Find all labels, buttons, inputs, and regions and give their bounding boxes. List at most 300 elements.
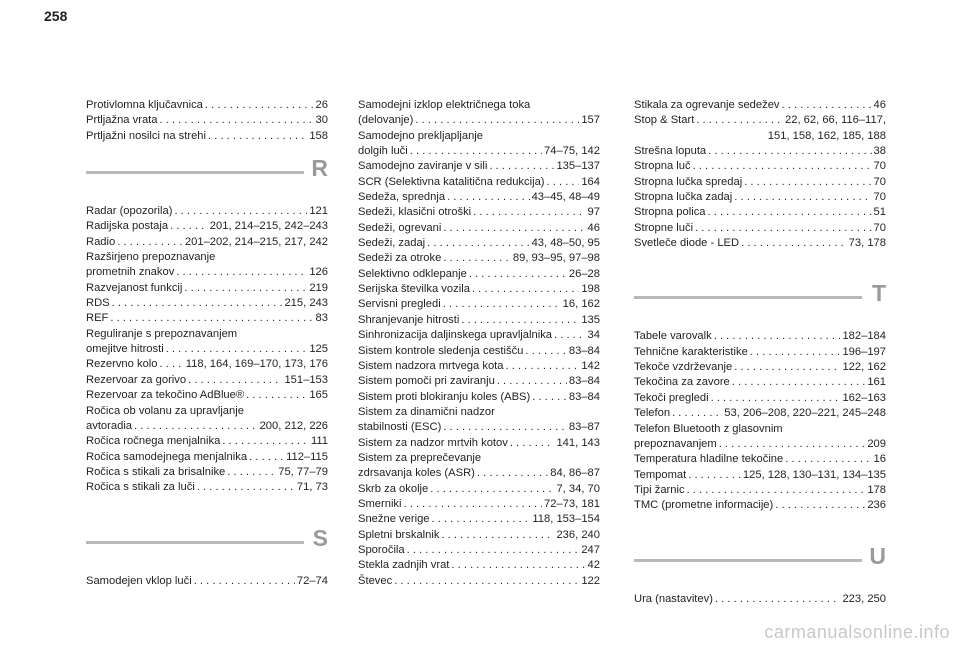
index-entry: [358, 221, 600, 236]
dot-leader: [708, 205, 872, 220]
entry-term: Sedeži, zadaj: [358, 237, 426, 250]
index-entry: [358, 497, 600, 512]
entry-pages: 72–74: [296, 574, 328, 587]
index-entry: [86, 235, 328, 250]
entry-term: Shranjevanje hitrosti: [358, 313, 460, 326]
index-entry: [86, 450, 328, 465]
dot-leader: [110, 311, 313, 326]
section-header: [86, 144, 328, 204]
entry-line: [634, 205, 886, 220]
entry-line: [634, 375, 886, 390]
entry-pages: 38: [873, 145, 886, 158]
entry-term: Tekoči pregledi: [634, 391, 709, 404]
entry-term: Rezervoar za gorivo: [86, 373, 187, 386]
dot-leader: [506, 359, 580, 374]
entry-term: zdrsavanja koles (ASR): [358, 467, 475, 480]
entry-term: Telefon Bluetooth z glasovnim: [634, 422, 783, 435]
entry-line: [634, 98, 886, 113]
entry-pages: 164: [581, 175, 600, 188]
entry-line: [358, 144, 600, 159]
entry-pages: 72–73, 181: [544, 497, 600, 510]
entry-line: [86, 574, 328, 589]
dot-leader: [188, 373, 282, 388]
entry-term: Tipi žarnic: [634, 483, 685, 496]
entry-line: [634, 190, 886, 205]
index-entry: [86, 311, 328, 326]
entry-term: Protivlomna ključavnica: [86, 99, 203, 111]
entry-line: [86, 265, 328, 280]
dot-leader: [708, 144, 871, 159]
index-entry: [86, 480, 328, 495]
index-entry: [86, 357, 328, 372]
entry-line: [634, 360, 886, 375]
section-header: [634, 532, 886, 592]
dot-leader: [525, 344, 566, 359]
entry-term: Tabele varovalk: [634, 330, 712, 343]
entry-line: [358, 282, 600, 297]
entry-term: Telefon: [634, 407, 671, 420]
index-entry: [358, 251, 600, 266]
entry-pages: 46: [873, 99, 886, 111]
dot-leader: [443, 420, 567, 435]
dot-leader: [443, 297, 561, 312]
entry-line: [358, 344, 600, 359]
entry-line: [358, 267, 600, 282]
index-entry: [634, 498, 886, 513]
watermark: carmanualsonline.info: [764, 622, 950, 642]
entry-pages: 158: [309, 129, 328, 142]
entry-term: Sedeža, sprednja: [358, 191, 446, 204]
entry-term: Sedeži, ogrevani: [358, 221, 442, 234]
index-entry: [86, 281, 328, 296]
index-entry: [358, 344, 600, 359]
section-letter: S: [312, 524, 328, 551]
index-entry: [86, 250, 328, 281]
entry-term: Svetleče diode - LED: [634, 237, 740, 250]
entry-pages: 219: [309, 281, 328, 294]
entry-term: Sedeži, klasični otroški: [358, 206, 472, 219]
entry-term: Radijska postaja: [86, 220, 169, 233]
entry-pages: 7, 34, 70: [556, 482, 600, 495]
entry-line: [86, 404, 328, 419]
entry-line: [358, 543, 600, 558]
index-entry: [634, 113, 886, 144]
entry-pages: 83: [315, 312, 328, 325]
entry-pages: 83–87: [568, 421, 600, 434]
entry-line: [358, 405, 600, 420]
entry-pages: 75, 77–79: [278, 465, 328, 478]
dot-leader: [672, 406, 722, 421]
entry-term: prepoznavanjem: [634, 437, 717, 450]
entry-term: Rezervno kolo: [86, 358, 158, 371]
entry-pages: 53, 206–208, 220–221, 245–248: [724, 407, 886, 420]
index-entry: [634, 190, 886, 205]
entry-term: Stropne luči: [634, 221, 694, 234]
dot-leader: [489, 159, 554, 174]
dot-leader: [785, 452, 871, 467]
entry-line: [634, 468, 886, 483]
entry-term: Števec: [358, 574, 393, 587]
dot-leader: [782, 98, 872, 113]
entry-term: Ročica s stikali za luči: [86, 481, 195, 494]
entry-pages: 215, 243: [284, 297, 328, 310]
entry-pages: 16: [873, 453, 886, 466]
entry-pages: 16, 162: [562, 298, 600, 311]
index-entry: [86, 113, 328, 128]
index-entry: [358, 297, 600, 312]
entry-pages: 135: [581, 313, 600, 326]
dot-leader: [477, 466, 548, 481]
dot-leader: [510, 436, 555, 451]
dot-leader: [174, 204, 307, 219]
index-entry: [358, 282, 600, 297]
dot-leader: [112, 296, 283, 311]
entry-line: [634, 422, 886, 437]
entry-line: [634, 483, 886, 498]
entry-pages: 142: [581, 359, 600, 372]
index-entry: [86, 388, 328, 403]
entry-pages: 182–184: [842, 330, 886, 343]
entry-line: [86, 281, 328, 296]
dot-leader: [249, 450, 284, 465]
dot-leader: [775, 498, 865, 513]
entry-pages: 162–163: [842, 391, 886, 404]
entry-line: [634, 406, 886, 421]
index-entry: [358, 482, 600, 497]
entry-pages: 70: [873, 221, 886, 234]
index-entry: [634, 592, 886, 607]
index-entry: [634, 205, 886, 220]
entry-term: Stikala za ogrevanje sedežev: [634, 99, 780, 111]
index-entry: [86, 574, 328, 589]
entry-line: [358, 159, 600, 174]
dot-leader: [711, 391, 841, 406]
entry-pages: 201–202, 214–215, 217, 242: [184, 235, 328, 248]
entry-line: [86, 342, 328, 357]
entry-line: [634, 345, 886, 360]
entry-term: Radar (opozorila): [86, 205, 173, 218]
index-entry: [86, 373, 328, 388]
entry-term: Ura (nastavitev): [634, 592, 713, 605]
entry-pages: 74–75, 142: [544, 145, 600, 158]
entry-term: SCR (Selektivna katalitična redukcija): [358, 175, 545, 188]
index-entry: [358, 129, 600, 160]
entry-term: Serijska številka vozila: [358, 283, 470, 296]
entry-term: Smerniki: [358, 497, 402, 510]
entry-line: [358, 129, 600, 144]
entry-line: [358, 390, 600, 405]
dot-leader: [208, 129, 307, 144]
entry-term: REF: [86, 312, 109, 325]
entry-pages: 125: [309, 343, 328, 356]
entry-line: [358, 359, 600, 374]
dot-leader: [407, 543, 580, 558]
dot-leader: [695, 221, 871, 236]
index-entry: [634, 329, 886, 344]
dot-leader: [176, 265, 307, 280]
entry-line: [86, 450, 328, 465]
entry-term: Tehnične karakteristike: [634, 345, 748, 358]
section-letter: T: [871, 280, 886, 307]
entry-term: Ročica ob volanu za upravljanje: [86, 404, 244, 417]
index-entry: [358, 190, 600, 205]
dot-leader: [194, 574, 295, 589]
entry-line: [358, 205, 600, 220]
dot-leader: [246, 388, 307, 403]
dot-leader: [432, 512, 531, 527]
entry-pages: 26: [315, 99, 328, 111]
entry-term: (delovanje): [358, 114, 414, 127]
index-entry: [358, 390, 600, 405]
index-column-2: [358, 98, 600, 589]
entry-pages: 141, 143: [556, 436, 600, 449]
section-divider: [634, 559, 862, 562]
entry-line: [358, 436, 600, 451]
dot-leader: [222, 434, 309, 449]
entry-pages: 70: [873, 175, 886, 188]
index-entry: [86, 465, 328, 480]
entry-term: Reguliranje s prepoznavanjem: [86, 327, 238, 340]
entry-line: [86, 373, 328, 388]
dot-leader: [170, 219, 208, 234]
entry-line: [86, 388, 328, 403]
entry-term: prometnih znakov: [86, 266, 175, 279]
dot-leader: [451, 558, 585, 573]
dot-leader: [205, 98, 314, 113]
index-entry: [358, 98, 600, 129]
dot-leader: [430, 482, 554, 497]
entry-term: Selektivno odklepanje: [358, 267, 467, 280]
entry-term: Ročica samodejnega menjalnika: [86, 450, 248, 463]
entry-line: [86, 465, 328, 480]
entry-line: [86, 250, 328, 265]
entry-term: Sistem kontrole sledenja cestišču: [358, 344, 524, 357]
section-divider: [86, 541, 304, 544]
entry-line: [634, 437, 886, 452]
dot-leader: [734, 360, 840, 375]
section-divider: [86, 171, 304, 174]
section-header: [634, 269, 886, 329]
dot-leader: [427, 236, 529, 251]
dot-leader: [741, 236, 847, 251]
index-entry: [634, 159, 886, 174]
dot-leader: [160, 113, 314, 128]
page-number: 258: [44, 8, 68, 24]
index-entry: [358, 267, 600, 282]
index-entry: [86, 296, 328, 311]
dot-leader: [227, 465, 276, 480]
dot-leader: [443, 251, 511, 266]
entry-pages: 71, 73: [296, 481, 328, 494]
entry-line: [634, 113, 886, 128]
index-entry: [86, 129, 328, 144]
index-entry: [86, 98, 328, 113]
entry-term: Stropna luč: [634, 160, 691, 173]
entry-term: Razvejanost funkcij: [86, 281, 183, 294]
entry-line: [358, 574, 600, 589]
entry-pages: 34: [587, 329, 600, 342]
entry-line: [358, 190, 600, 205]
dot-leader: [719, 437, 866, 452]
entry-pages: 118, 153–154: [532, 513, 600, 526]
entry-line: [358, 374, 600, 389]
index-entry: [358, 436, 600, 451]
dot-leader: [732, 375, 866, 390]
entry-line: [634, 391, 886, 406]
entry-line: [86, 419, 328, 434]
entry-line: [86, 434, 328, 449]
entry-line: [358, 482, 600, 497]
entry-line: [634, 175, 886, 190]
entry-line: [634, 159, 886, 174]
dot-leader: [693, 159, 872, 174]
entry-pages: 121: [309, 205, 328, 218]
entry-term: Sistem pomoči pri zaviranju: [358, 375, 495, 388]
entry-pages: 161: [867, 376, 886, 389]
entry-line: [86, 357, 328, 372]
dot-leader: [166, 342, 308, 357]
entry-pages: 83–84: [568, 390, 600, 403]
entry-pages: 112–115: [286, 450, 328, 463]
index-entry: [358, 451, 600, 482]
index-entry: [634, 144, 886, 159]
index-entry: [358, 374, 600, 389]
index-entry: [358, 528, 600, 543]
index-entry: [86, 219, 328, 234]
entry-pages: 178: [867, 483, 886, 496]
entry-pages: 30: [315, 114, 328, 127]
entry-line: [86, 113, 328, 128]
entry-term: Stop & Start: [634, 114, 695, 127]
entry-pages: 73, 178: [848, 237, 886, 250]
entry-term: Samodejno prekljapljanje: [358, 129, 484, 142]
entry-term: Sistem za dinamični nadzor: [358, 405, 495, 418]
entry-line: [634, 592, 886, 607]
entry-term: Sistem za preprečevanje: [358, 451, 482, 464]
section-header: [86, 514, 328, 574]
index-entry: [358, 543, 600, 558]
entry-term: Sistem nadzora mrtvega kota: [358, 359, 504, 372]
entry-line: [634, 329, 886, 344]
index-entry: [634, 360, 886, 375]
dot-leader: [497, 374, 567, 389]
index-entry: [634, 175, 886, 190]
entry-line: [86, 235, 328, 250]
entry-pages: 201, 214–215, 242–243: [209, 220, 328, 233]
dot-leader: [472, 282, 579, 297]
index-entry: [634, 483, 886, 498]
entry-pages: 200, 212, 226: [259, 419, 328, 432]
entry-line: [86, 219, 328, 234]
entry-term: Samodejen vklop luči: [86, 574, 192, 587]
entry-line: [634, 498, 886, 513]
entry-line: [86, 327, 328, 342]
entry-pages: 135–137: [556, 160, 600, 173]
dot-leader: [715, 592, 840, 607]
dot-leader: [547, 175, 580, 190]
entry-term: Razširjeno prepoznavanje: [86, 251, 216, 264]
entry-pages: 84, 86–87: [550, 467, 600, 480]
dot-leader: [734, 190, 871, 205]
entry-term: Stekla zadnjih vrat: [358, 559, 450, 572]
entry-line: [358, 313, 600, 328]
index-entry: [358, 405, 600, 436]
entry-term: Stropna polica: [634, 206, 706, 219]
dot-leader: [415, 113, 579, 128]
entry-pages: 118, 164, 169–170, 173, 176: [185, 358, 328, 371]
entry-term: Prtljažna vrata: [86, 114, 158, 127]
entry-pages: 122: [581, 574, 600, 587]
entry-term: Sistem proti blokiranju koles (ABS): [358, 390, 531, 403]
entry-pages: 247: [581, 543, 600, 556]
entry-line: [634, 236, 886, 251]
section-letter: U: [869, 542, 886, 569]
entry-term: Sporočila: [358, 543, 405, 556]
dot-leader: [184, 281, 307, 296]
entry-pages: 22, 62, 66, 116–117,: [785, 114, 886, 127]
dot-leader: [714, 329, 841, 344]
entry-term: omejitve hitrosti: [86, 343, 164, 356]
dot-leader: [160, 357, 184, 372]
entry-line: [634, 452, 886, 467]
index-entry: [634, 422, 886, 453]
dot-leader: [554, 328, 586, 343]
entry-pages: 46: [587, 221, 600, 234]
entry-pages: 83–84: [568, 375, 600, 388]
entry-pages: 70: [873, 191, 886, 204]
entry-line: [86, 480, 328, 495]
entry-pages: 43, 48–50, 95: [531, 237, 600, 250]
entry-line: [86, 98, 328, 113]
entry-term: Servisni pregledi: [358, 298, 441, 311]
section-letter: R: [311, 155, 328, 182]
entry-term: dolgih luči: [358, 145, 408, 158]
entry-line: [86, 311, 328, 326]
entry-pages: 97: [587, 206, 600, 219]
entry-pages: 151–153: [284, 373, 328, 386]
dot-leader: [687, 483, 866, 498]
entry-line: [358, 175, 600, 190]
dot-leader: [469, 267, 567, 282]
dot-leader: [744, 175, 871, 190]
entry-term: Samodejno zaviranje v sili: [358, 160, 488, 173]
entry-pages: 51: [873, 206, 886, 219]
dot-leader: [441, 528, 554, 543]
index-entry: [634, 236, 886, 251]
entry-line: [358, 451, 600, 466]
entry-pages: 125, 128, 130–131, 134–135: [742, 468, 886, 481]
dot-leader: [197, 480, 295, 495]
entry-line: [86, 296, 328, 311]
section-divider: [634, 296, 862, 299]
entry-pages: 157: [581, 114, 600, 127]
dot-leader: [750, 345, 841, 360]
index-entry: [358, 313, 600, 328]
entry-term: Ročica ročnega menjalnika: [86, 435, 221, 448]
index-entry: [358, 512, 600, 527]
index-entry: [634, 221, 886, 236]
index-entry: [86, 404, 328, 435]
entry-term: Stropna lučka spredaj: [634, 175, 743, 188]
entry-term: Tempomat: [634, 468, 687, 481]
entry-pages: 198: [581, 283, 600, 296]
index-column-3: [634, 98, 886, 607]
dot-leader: [532, 390, 567, 405]
entry-term: Spletni brskalnik: [358, 528, 440, 541]
index-entry: [634, 391, 886, 406]
entry-term: Samodejni izklop električnega toka: [358, 99, 531, 111]
index-entry: [358, 558, 600, 573]
